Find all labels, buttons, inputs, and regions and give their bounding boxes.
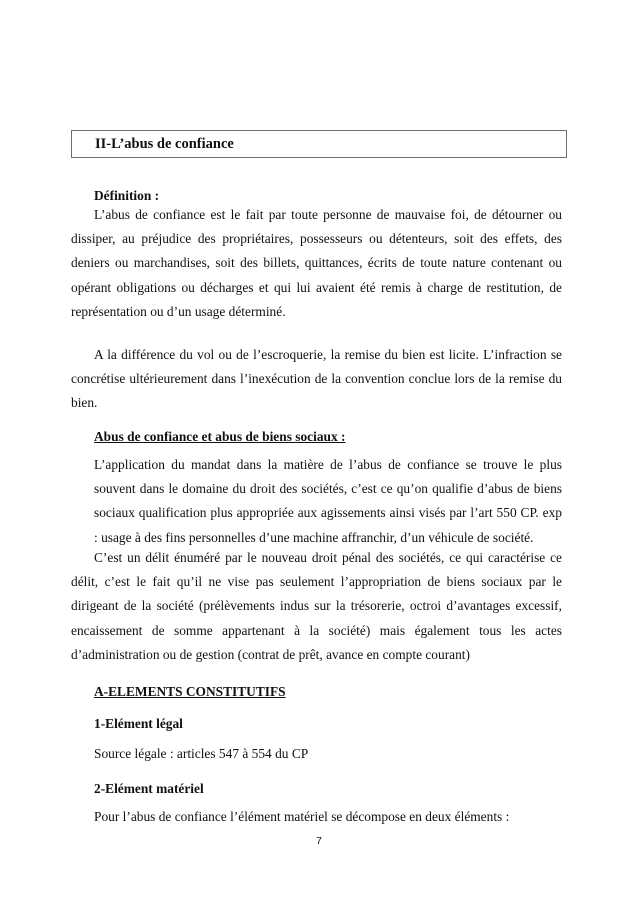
- section-title-box: [71, 130, 567, 158]
- element-materiel-heading: 2-Elément matériel: [94, 781, 204, 796]
- element-legal-heading: 1-Elément légal: [94, 716, 183, 731]
- abus-biens-sociaux-paragraph: L’application du mandat dans la matière de l’abus de confiance se trouve le plus souvent dans le domaine du droit des sociétés, c’est ce qu’on qualifie d’abus de biens sociaux qualification plus appropriée aux agissements ainsi visés par l’art 550 CP. exp : usage à des fins personnelles d’une machine affranchir, d’un véhicule de société.: [94, 457, 562, 545]
- definition-paragraph: L’abus de confiance est le fait par toute personne de mauvaise foi, de détourner ou dissiper, au préjudice des propriétaires, possesseurs ou détenteurs, soit des effets, des deniers ou marchandises, soit des billets, quittances, écrits de toute nature contenant ou opérant obligations ou décharges et qui lui avaient été remis à charge de restitution, de représentation ou d’un usage déterminé.: [71, 207, 562, 319]
- definition-heading: Définition :: [94, 188, 160, 203]
- element-materiel-text: Pour l’abus de confiance l’élément matériel se décompose en deux éléments :: [94, 809, 510, 824]
- difference-paragraph: A la différence du vol ou de l’escroquerie, la remise du bien est licite. L’infraction se concrétise ultérieurement dans l’inexécution de la convention conclue lors de la remise du bien.: [71, 347, 562, 411]
- elements-constitutifs-heading: A-ELEMENTS CONSTITUTIFS: [94, 684, 286, 699]
- section-title: II-L’abus de confiance: [95, 136, 234, 152]
- abus-biens-sociaux-heading: Abus de confiance et abus de biens sociaux :: [94, 429, 346, 444]
- delit-paragraph: C’est un délit énuméré par le nouveau droit pénal des sociétés, ce qui caractérise ce délit, c’est le fait qu’il ne vise pas seulement l’appropriation de biens sociaux par le dirigeant de la société (prélèvements indus sur la trésorerie, octroi d’avantages excessif, encaissement de somme appartenant à la société) mais également tous les actes d’administration ou de gestion (contrat de prêt, avance en compte courant): [71, 550, 562, 662]
- page-number: 7: [316, 835, 322, 847]
- element-legal-text: Source légale : articles 547 à 554 du CP: [94, 746, 309, 761]
